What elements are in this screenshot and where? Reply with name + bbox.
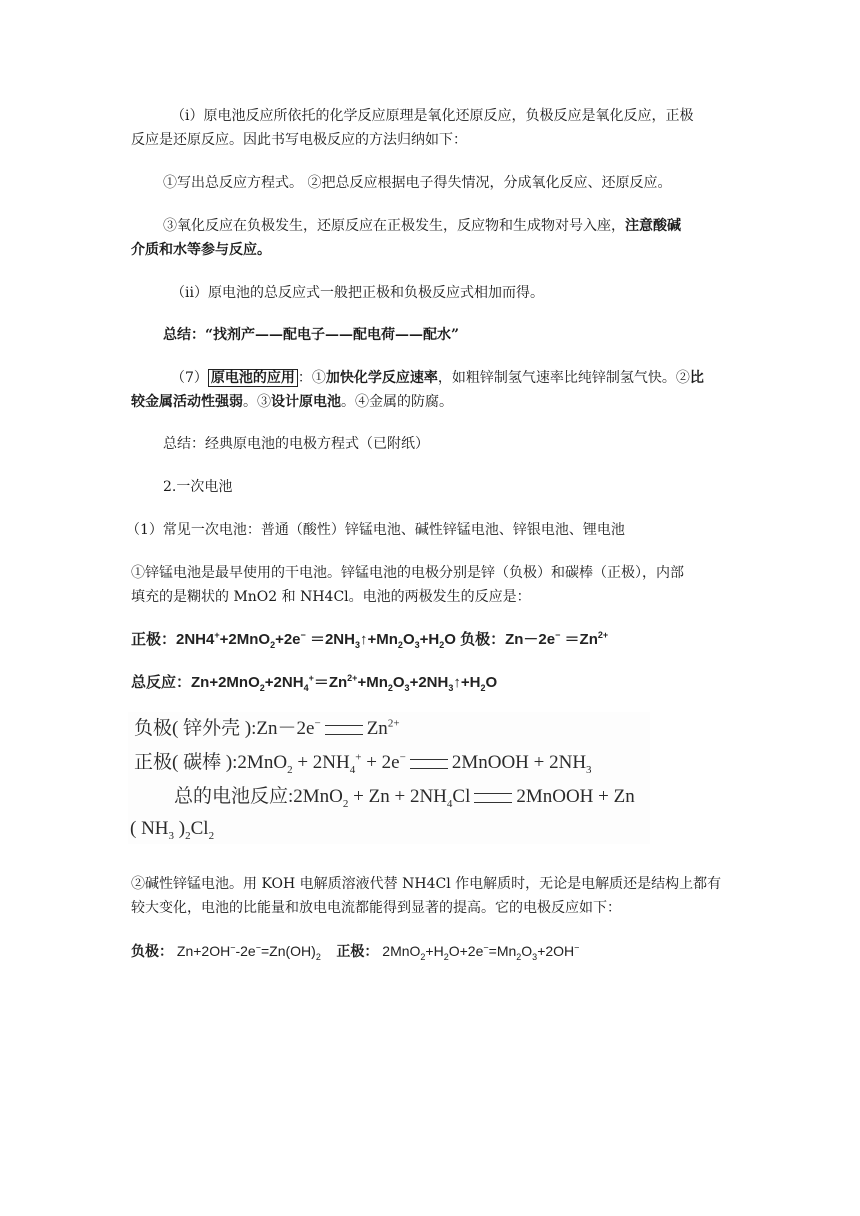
paragraph-line: （1）常见一次电池：普通（酸性）锌锰电池、碱性锌锰电池、锌银电池、锂电池	[126, 522, 625, 538]
paragraph-line: 介质和水等参与反应。	[131, 242, 271, 258]
paragraph-line: ③氧化反应在负极发生，还原反应在正极发生，反应物和生成物对号入座，注意酸碱	[163, 218, 681, 234]
equation-image-line: 总的电池反应:2MnO$_2$ + $Zn + 2NH_4Cl$ 2MnOOH + Zn	[174, 786, 635, 810]
total-reaction-equation: 总反应：$Zn+2MnO_2+2NH_4^+=Zn^{2+}+Mn_2O_3+2NH_3↑+H_2O$	[131, 673, 498, 693]
paragraph-line: 反应是还原反应。因此书写电极反应的方法归纳如下：	[131, 132, 467, 148]
paragraph-line: （ii）原电池的总反应式一般把正极和负极反应式相加而得。	[171, 285, 544, 301]
paragraph-line: （i）原电池反应所依托的化学反应原理是氧化还原反应，负极反应是氧化反应，正极	[171, 108, 694, 124]
electrode-equation: 正极：$2NH4^++2MnO_2+2e^- =2NH_3↑+Mn_2O_3+H_2O$ 负极：$Zn-2e^- =Zn^{2+}$	[131, 630, 609, 650]
paragraph-line: ①写出总反应方程式。 ②把总反应根据电子得失情况，分成氧化反应、还原反应。	[163, 175, 672, 191]
paragraph-line: 填充的是糊状的 MnO2 和 NH4Cl。电池的两极发生的反应是：	[131, 589, 531, 605]
paragraph-line: ①锌锰电池是最早使用的干电池。锌锰电池的电极分别是锌（负极）和碳棒（正极），内部	[131, 565, 684, 581]
equation-image-line: 正极( 碳棒 ):2MnO$_2$ + $2NH_4^+ + 2e^-$ 2MnOOH + $2NH_3$	[134, 751, 592, 776]
paragraph-line: ②碱性锌锰电池。用 KOH 电解质溶液代替 NH4Cl 作电解质时，无论是电解质还是结构上都有	[131, 876, 722, 892]
paragraph-line: （7） 原电池的应用 ：①加快化学反应速率，如粗锌制氢气速率比纯锌制氢气快。②比	[171, 370, 704, 386]
equation-image	[128, 712, 650, 844]
alkaline-electrode-equation: 负极： $Zn+2OH^--2e^-=Zn(OH)_2$ 正极： $2MnO_2+H_2O+2e^-=Mn_2O_3+2OH^-$	[131, 942, 580, 962]
equation-image-line: 负极( 锌外壳 ):Zn－2e− $Zn^{2+}$	[134, 717, 400, 739]
boxed-heading: 原电池的应用	[208, 369, 298, 387]
section-heading: 2.一次电池	[163, 479, 233, 495]
paragraph-line: 较金属活动性强弱。③设计原电池。④金属的防腐。	[131, 394, 453, 410]
paragraph-line: 较大变化，电池的比能量和放电电流都能得到显著的提高。它的电极反应如下：	[131, 900, 621, 916]
summary-line: 总结：“找剂产——配电子——配电荷——配水”	[163, 327, 460, 343]
equation-image-line: ( $NH_3$ )$_2Cl_2$	[130, 818, 215, 842]
paragraph-line: 总结：经典原电池的电极方程式（已附纸）	[163, 436, 429, 452]
